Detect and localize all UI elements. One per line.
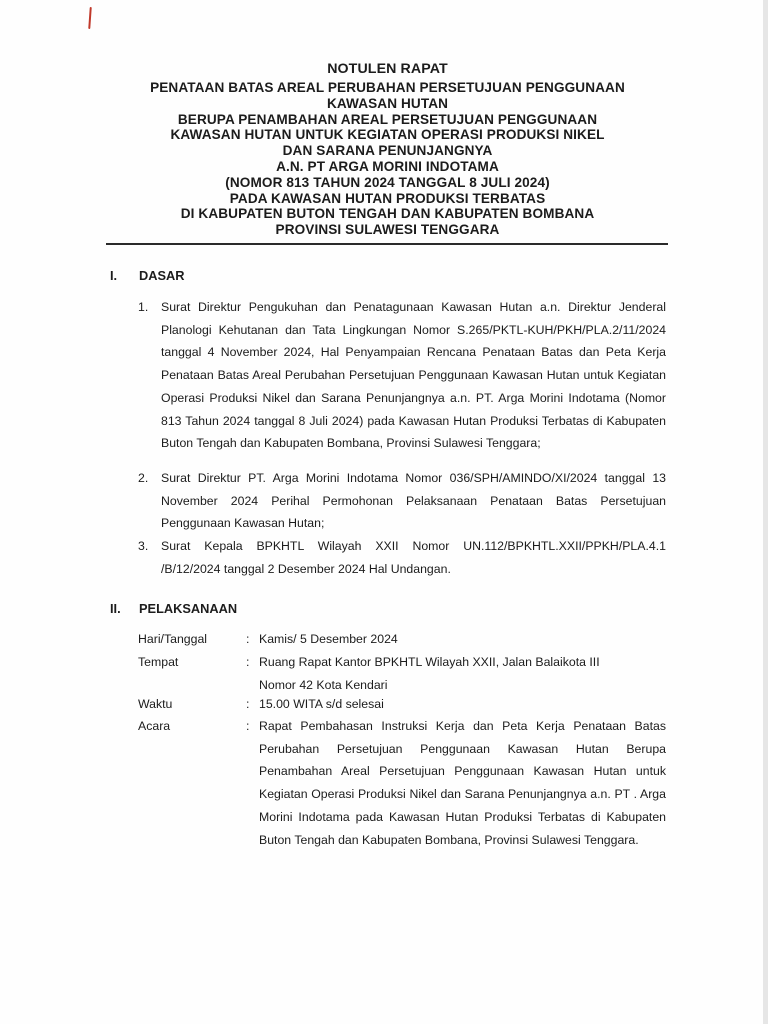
section-1-number: I. [110,268,118,283]
detail-colon: : [246,632,250,646]
subtitle-line: (NOMOR 813 TAHUN 2024 TANGGAL 8 JULI 2024) [225,174,550,190]
subtitle-line: DI KABUPATEN BUTON TENGAH DAN KABUPATEN BOMBANA [180,206,595,222]
detail-value: 15.00 WITA s/d selesai [259,697,384,711]
subtitle-line: PENATAAN BATAS AREAL PERUBAHAN PERSETUJUAN PENGGUNAAN [150,80,625,95]
detail-value: Ruang Rapat Kantor BPKHTL Wilayah XXII, Jalan Balaikota III Nomor 42 Kota Kendari [259,655,600,692]
pen-mark [88,7,92,29]
list-item-text: Surat Direktur PT. Arga Morini Indotama Nomor 036/SPH/AMINDO/XI/2024 tanggal 13 November 2024 Perihal Permohonan Pelaksanaan Penataan Batas Persetujuan Penggunaan Kawasan Hutan; [161,471,666,531]
title-divider [106,243,668,245]
detail-label: Tempat [138,655,179,669]
detail-colon: : [246,719,250,733]
detail-colon: : [246,697,250,711]
subtitle-line: A.N. PT ARGA MORINI INDOTAMA [276,158,499,174]
detail-colon: : [246,655,250,669]
scan-edge [763,0,768,1024]
section-2-number: II. [110,601,121,616]
subtitle-line: KAWASAN HUTAN [326,95,449,111]
detail-value: Rapat Pembahasan Instruksi Kerja dan Peta Kerja Penataan Batas Perubahan Persetujuan Penggunaan Kawasan Hutan Berupa Penambahan Areal Persetujuan Penggunaan Kawasan Hutan untuk Kegiatan Operasi Produksi Nikel dan Sarana Penunjangnya a.n. PT . Arga Morini Indotama pada Kawasan Hutan Produksi Terbatas di Kabupaten Buton Tengah dan Kabupaten Bombana, Provinsi Sulawesi Tenggara. [259,719,666,847]
subtitle-line: PADA KAWASAN HUTAN PRODUKSI TERBATAS [229,190,546,206]
subtitle-line: KAWASAN HUTAN UNTUK KEGIATAN OPERASI PRODUKSI NIKEL [170,127,605,143]
title-block [100,61,675,238]
section-2-title: PELAKSANAAN [139,601,238,616]
detail-label: Hari/Tanggal [138,632,208,646]
subtitle-line: BERUPA PENAMBAHAN AREAL PERSETUJUAN PENGGUNAAN [177,111,598,127]
list-item-text: Surat Direktur Pengukuhan dan Penatagunaan Kawasan Hutan a.n. Direktur Jenderal Planologi Kehutanan dan Tata Lingkungan Nomor S.265/PKTL-KUH/PKH/PLA.2/11/2024 tanggal 4 November 2024, Hal Penyampaian Rencana Penataan Batas dan Peta Kerja Penataan Batas Areal Perubahan Persetujuan Penggunaan Kawasan Hutan untuk Kegiatan Operasi Produksi Nikel dan Sarana Penunjangnya a.n. PT. Arga Morini Indotama (Nomor 813 Tahun 2024 tanggal 8 Juli 2024) pada Kawasan Hutan Produksi Terbatas di Kabupaten Buton Tengah dan Kabupaten Bombana, Provinsi Sulawesi Tenggara; [161,300,666,451]
list-item-number: 1. [138,300,149,314]
subtitle-line: PROVINSI SULAWESI TENGGARA [275,222,500,238]
section-1-title: DASAR [139,268,185,283]
detail-value: Kamis/ 5 Desember 2024 [259,632,398,646]
document-title: NOTULEN RAPAT [327,61,448,77]
list-item-number: 2. [138,471,149,485]
list-item-text: Surat Kepala BPKHTL Wilayah XXII Nomor UN.112/BPKHTL.XXII/PPKH/PLA.4.1 /B/12/2024 tanggal 2 Desember 2024 Hal Undangan. [161,539,666,576]
subtitle-line: DAN SARANA PENUNJANGNYA [282,143,493,159]
detail-label: Acara [138,719,171,733]
list-item-number: 3. [138,539,149,553]
detail-label: Waktu [138,697,173,711]
